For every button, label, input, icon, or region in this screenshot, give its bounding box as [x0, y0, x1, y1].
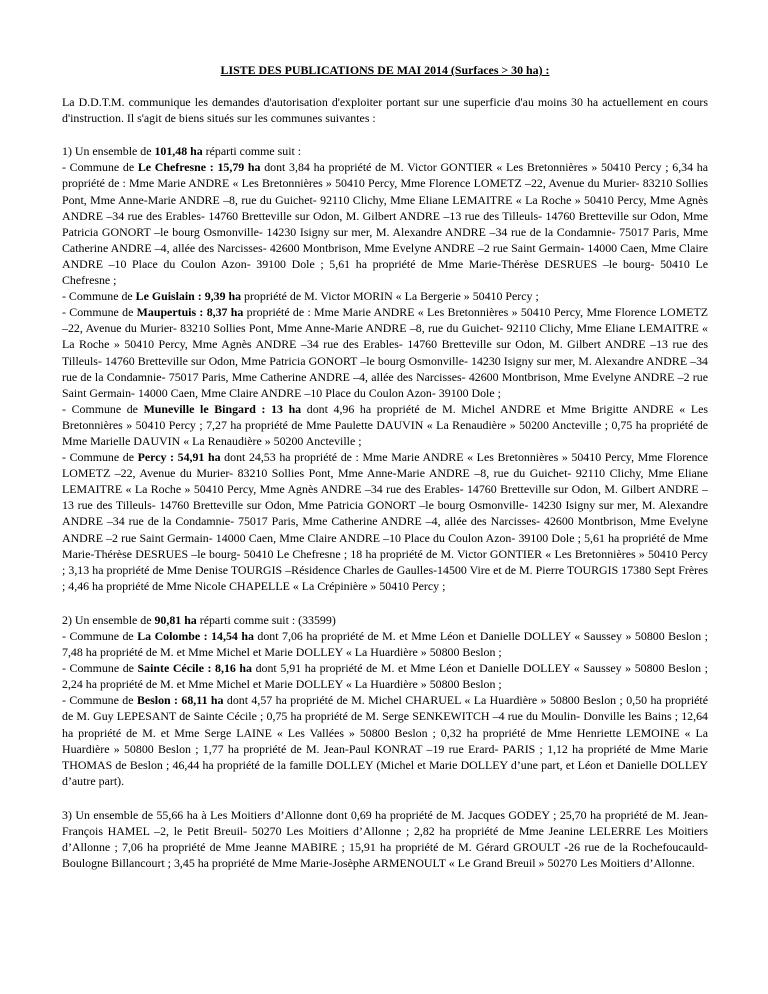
section-1: [62, 143, 708, 594]
commune-prefix: - Commune de: [62, 661, 138, 676]
commune-entry: [62, 660, 708, 692]
commune-prefix: - Commune de: [62, 289, 136, 304]
commune-prefix: - Commune de: [62, 401, 144, 416]
commune-name: Sainte Cécile : 8,16 ha: [137, 661, 252, 676]
commune-name: La Colombe : 14,54 ha: [137, 629, 254, 643]
section-total-area: 90,81 ha: [154, 612, 197, 627]
commune-name: Beslon : 68,11 ha: [136, 693, 224, 708]
commune-details: dont 5,91 ha propriété de M. et Mme Léon et Danielle DOLLEY « Saussey » 50800 Beslon ; 2,24 ha propriété de M. et Mme Michel et Marie DOLLEY « La Huardière » 50800 Beslon ;: [62, 661, 708, 692]
commune-details: dont 4,57 ha propriété de M. Michel CHARUEL « La Huardière » 50800 Beslon ; 0,50 ha propriété de M. Guy LEPESANT de Sainte Cécile ; 0,75 ha propriété de M. Serge SENKEWITCH –4 rue du Moulin- Donville les Bains ; 12,64 ha propriété de M. et Mme Serge LAINE « Les Vallées » 50800 Beslon ; 0,32 ha propriété de Mme Henriette LEMOINE « La Huardière » 50800 Beslon ; 1,77 ha propriété de M. Jean-Paul KONRAT –19 rue Erard- PARIS ; 1,12 ha propriété de Mme Marie THOMAS de Beslon ; 46,44 ha propriété de la famille DOLLEY (Michel et Marie DOLLEY d’une part, et Léon et Danielle DOLLEY d’autre part).: [62, 693, 708, 788]
commune-name: Le Chefresne : 15,79 ha: [137, 160, 261, 175]
commune-details: dont 4,96 ha propriété de M. Michel ANDRE et Mme Brigitte ANDRE « Les Bretonnières » 50410 Percy ; 7,27 ha propriété de Mme Paulette DAUVIN « La Renaudière » 50200 Ancteville ; 0,75 ha propriété de Mme Marielle DAUVIN « La Renaudière » 50200 Ancteville ;: [62, 401, 709, 448]
commune-prefix: - Commune de: [62, 305, 137, 320]
commune-name: Le Guislain : 9,39 ha: [135, 289, 242, 304]
commune-entry: [62, 628, 708, 660]
commune-entry: [62, 304, 708, 401]
commune-name: Maupertuis : 8,37 ha: [136, 305, 244, 320]
document-title: LISTE DES PUBLICATIONS DE MAI 2014 (Surfaces > 30 ha) :: [220, 63, 550, 77]
section-header-pre: 1) Un ensemble de: [62, 144, 155, 159]
commune-details: dont 24,53 ha propriété de : Mme Marie ANDRE « Les Bretonnières » 50410 Percy, Mme Florence LOMETZ –22, Avenue du Murier- 83210 Sollies Pont, Mme Anne-Marie ANDRE –8, rue du Guichet- 92110 Clichy, Mme Eliane LEMAITRE « La Roche » 50410 Percy, Mme Agnès ANDRE –34 rue des Erables- 14760 Bretteville sur Odon, M. Gilbert ANDRE –13 rue des Tilleuls- 14760 Bretteville sur Odon, Mme Patricia GONORT –le bourg Osmonville- 14230 Isigny sur mer, M. Alexandre ANDRE –34 rue de la Condamnie- 75017 Paris, Mme Catherine ANDRE –4, allée des Narcisses- 42600 Montbrison, Mme Evelyne ANDRE –2 rue Saint Germain- 14000 Caen, Mme Claire ANDRE –10 Place du Coulon Azon- 39100 Dole ; 5,61 ha propriété de Mme Marie-Thérèse DESRUES –le bourg- 50410 Le Chefresne ; 18 ha propriété de M. Victor GONTIER « Les Bretonnières » 50410 Percy ; 3,13 ha propriété de Mme Denise TOURGIS –Résidence Charles de Gaulles-14500 Vire et de M. Pierre TOURGIS 17380 Sept Frères ; 4,46 ha propriété de Mme Nicole CHAPELLE « La Crépinière » 50410 Percy ;: [62, 450, 708, 593]
commune-prefix: - Commune de: [62, 693, 137, 708]
commune-prefix: - Commune de: [62, 450, 138, 465]
commune-name: Percy : 54,91 ha: [137, 450, 221, 465]
section-total-area: 101,48 ha: [154, 144, 203, 159]
commune-prefix: - Commune de: [62, 160, 138, 175]
section-header: [62, 143, 708, 159]
commune-entry: [62, 401, 708, 449]
commune-prefix: - Commune de: [62, 629, 138, 643]
commune-entry: [62, 288, 708, 304]
commune-details: dont 3,84 ha propriété de M. Victor GONTIER « Les Bretonnières » 50410 Percy ; 6,34 ha propriété de : Mme Marie ANDRE « Les Bretonnières » 50410 Percy, Mme Florence LOMETZ –22, Avenue du Murier- 83210 Sollies Pont, Mme Anne-Marie ANDRE –8, rue du Guichet- 92110 Clichy, Mme Eliane LEMAITRE « La Roche » 50410 Percy, Mme Agnès ANDRE –34 rue des Erables- 14760 Bretteville sur Odon, M. Gilbert ANDRE –13 rue des Tilleuls- 14760 Bretteville sur Odon, Mme Patricia GONORT –le bourg Osmonville- 14230 Isigny sur mer, M. Alexandre ANDRE –34 rue de la Condamnie- 75017 Paris, Mme Catherine ANDRE –4, allée des Narcisses- 42600 Montbrison, Mme Evelyne ANDRE –2 rue Saint Germain- 14000 Caen, Mme Claire ANDRE –10 Place du Coulon Azon- 39100 Dole ; 5,61 ha propriété de Mme Marie-Thérèse DESRUES –le bourg- 50410 Le Chefresne ;: [62, 160, 708, 288]
section-paragraph: 3) Un ensemble de 55,66 ha à Les Moitiers d’Allonne dont 0,69 ha propriété de M. Jacques GODEY ; 25,70 ha propriété de M. Jean-François HAMEL –2, le Petit Breuil- 50270 Les Moitiers d’Allonne ; 2,82 ha propriété de Mme Jeanine LELERRE Les Moitiers d’Allonne ; 7,06 ha propriété de Mme Jeanne MABIRE ; 15,91 ha propriété de M. Gérard GROULT -26 rue de la Rochefoucauld- Boulogne Billancourt ; 3,45 ha propriété de Mme Marie-Josèphe ARMENOULT « Le Grand Breuil » 50270 Les Moitiers d’Allonne.: [62, 807, 708, 871]
commune-name: Muneville le Bingard : 13 ha: [143, 401, 302, 416]
intro-paragraph: La D.D.T.M. communique les demandes d'autorisation d'exploiter portant sur une superficie d'au moins 30 ha actuellement en cours d'instruction. Il s'agit de biens situés sur les communes suivantes :: [62, 95, 708, 126]
commune-entry: [62, 692, 708, 789]
commune-entry: [62, 159, 708, 288]
section-header-post: réparti comme suit :: [202, 144, 302, 159]
section-header: [62, 612, 708, 628]
section-header-pre: 2) Un ensemble de: [62, 612, 155, 627]
commune-details: propriété de M. Victor MORIN « La Bergerie » 50410 Percy ;: [241, 289, 539, 304]
commune-details: dont 7,06 ha propriété de M. et Mme Léon et Danielle DOLLEY « Saussey » 50800 Beslon ; 7,48 ha propriété de M. et Mme Michel et Marie DOLLEY « La Huardière » 50800 Beslon ;: [62, 629, 708, 660]
section-2: [62, 612, 708, 789]
section-header-post: réparti comme suit : (33599): [196, 612, 336, 627]
commune-details: propriété de : Mme Marie ANDRE « Les Bretonnières » 50410 Percy, Mme Florence LOMETZ –22, Avenue du Murier- 83210 Sollies Pont, Mme Anne-Marie ANDRE –8, rue du Guichet- 92110 Clichy, Mme Eliane LEMAITRE « La Roche » 50410 Percy, Mme Agnès ANDRE –34 rue des Erables- 14760 Bretteville sur Odon, M. Gilbert ANDRE –13 rue des Tilleuls- 14760 Bretteville sur Odon, Mme Patricia GONORT –le bourg Osmonville- 14230 Isigny sur mer, M. Alexandre ANDRE –34 rue de la Condamnie- 75017 Paris, Mme Catherine ANDRE –4, allée des Narcisses- 42600 Montbrison, Mme Evelyne ANDRE –2 rue Saint Germain- 14000 Caen, Mme Claire ANDRE –10 Place du Coulon Azon- 39100 Dole ;: [62, 305, 708, 400]
document-page: [62, 62, 708, 889]
commune-entry: [62, 449, 708, 594]
section-3: [62, 807, 708, 871]
